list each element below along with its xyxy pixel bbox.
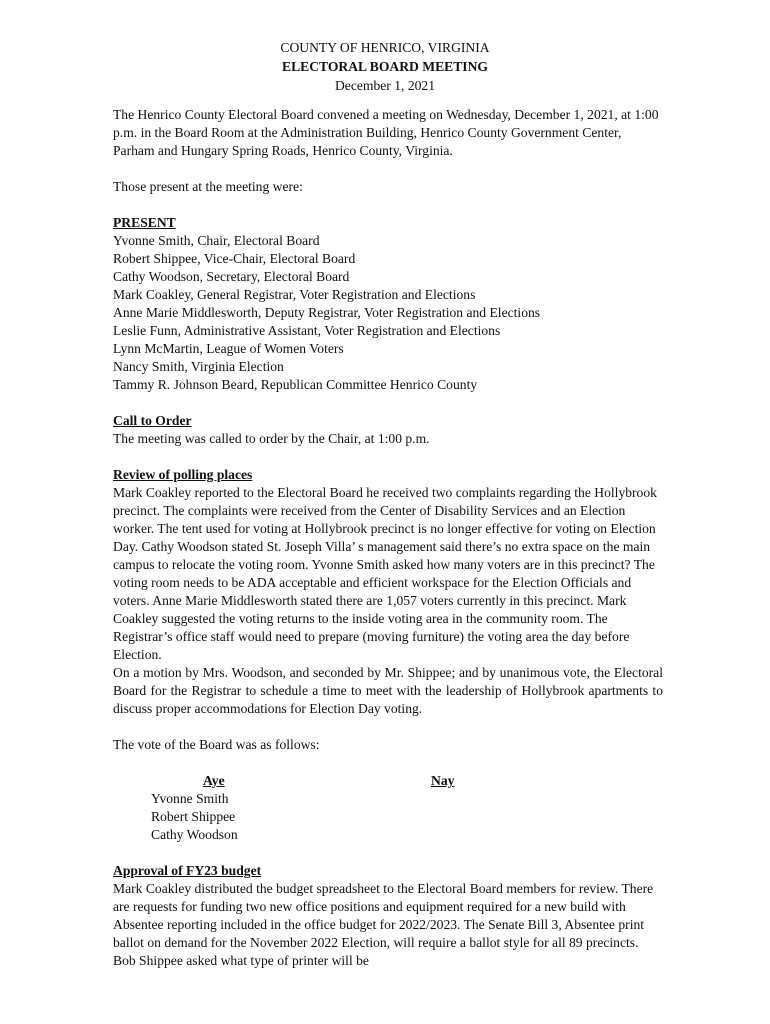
aye-voter: Robert Shippee: [151, 809, 236, 824]
budget-text: Mark Coakley distributed the budget spreadsheet to the Electoral Board members for review. There are requests for funding two new office positions and equipment required for a new build with Absentee reporting included in the office budget for 2022/2023. The Senate Bill 3, Absentee print ballot on demand for the November 2022 Election, will require a ballot style for all 89 precincts. Bob Shippee asked what type of printer will be: [113, 881, 654, 968]
county-title: COUNTY OF HENRICO, VIRGINIA: [280, 40, 490, 55]
document-header: [0, 38, 770, 95]
attendee-item: Robert Shippee, Vice-Chair, Electoral Board: [113, 251, 356, 266]
nay-heading: Nay: [431, 773, 455, 788]
attendee-item: Cathy Woodson, Secretary, Electoral Board: [113, 269, 350, 284]
meeting-title: ELECTORAL BOARD MEETING: [282, 59, 488, 74]
document-body: [113, 106, 663, 970]
aye-heading: Aye: [203, 773, 225, 788]
attendee-item: Tammy R. Johnson Beard, Republican Committee Henrico County: [113, 377, 478, 392]
present-intro: Those present at the meeting were:: [113, 179, 303, 194]
vote-intro: The vote of the Board was as follows:: [113, 737, 320, 752]
polling-text: Mark Coakley reported to the Electoral Board he received two complaints regarding the Hollybrook precinct. The complaints were received from the Center of Disability Services and an Election worker. The tent used for voting at Hollybrook precinct is no longer effective for voting on Election Day. Cathy Woodson stated St. Joseph Villa’ s management said there’s no extra space on the main campus to relocate the voting room. Yvonne Smith asked how many voters are in this precinct? The voting room needs to be ADA acceptable and efficient workspace for the Election Officials and voters. Anne Marie Middlesworth stated there are 1,057 voters currently in this precinct. Mark Coakley suggested the voting returns to the inside voting area in the community room. The Registrar’s office staff would need to prepare (moving furniture) the voting area the day before Election.: [113, 485, 657, 662]
polling-section: [113, 466, 663, 718]
call-to-order-heading: Call to Order: [113, 413, 192, 428]
aye-voter: Yvonne Smith: [151, 791, 229, 806]
call-to-order-section: [113, 412, 663, 448]
meeting-date: December 1, 2021: [334, 78, 436, 93]
budget-section: [113, 862, 663, 970]
present-section: [113, 214, 663, 394]
aye-voter: Cathy Woodson: [151, 827, 238, 842]
polling-motion: On a motion by Mrs. Woodson, and seconded by Mr. Shippee; and by unanimous vote, the Electoral Board for the Registrar to schedule a time to meet with the leadership of Hollybrook apartments to discuss proper accommodations for Election Day voting.: [113, 665, 663, 716]
call-to-order-text: The meeting was called to order by the Chair, at 1:00 p.m.: [113, 431, 430, 446]
attendee-item: Anne Marie Middlesworth, Deputy Registrar, Voter Registration and Elections: [113, 305, 541, 320]
intro-paragraph: The Henrico County Electoral Board convened a meeting on Wednesday, December 1, 2021, at 1:00 p.m. in the Board Room at the Administration Building, Henrico County Government Center, Parham and Hungary Spring Roads, Henrico County, Virginia.: [113, 107, 659, 158]
aye-column: [151, 772, 238, 844]
attendee-item: Yvonne Smith, Chair, Electoral Board: [113, 233, 320, 248]
attendee-item: Lynn McMartin, League of Women Voters: [113, 341, 344, 356]
vote-table: [113, 772, 663, 844]
present-heading: PRESENT: [113, 215, 176, 230]
polling-heading: Review of polling places: [113, 467, 253, 482]
attendee-item: Leslie Funn, Administrative Assistant, Voter Registration and Elections: [113, 323, 501, 338]
budget-heading: Approval of FY23 budget: [113, 863, 262, 878]
attendee-item: Nancy Smith, Virginia Election: [113, 359, 284, 374]
attendee-item: Mark Coakley, General Registrar, Voter Registration and Elections: [113, 287, 476, 302]
